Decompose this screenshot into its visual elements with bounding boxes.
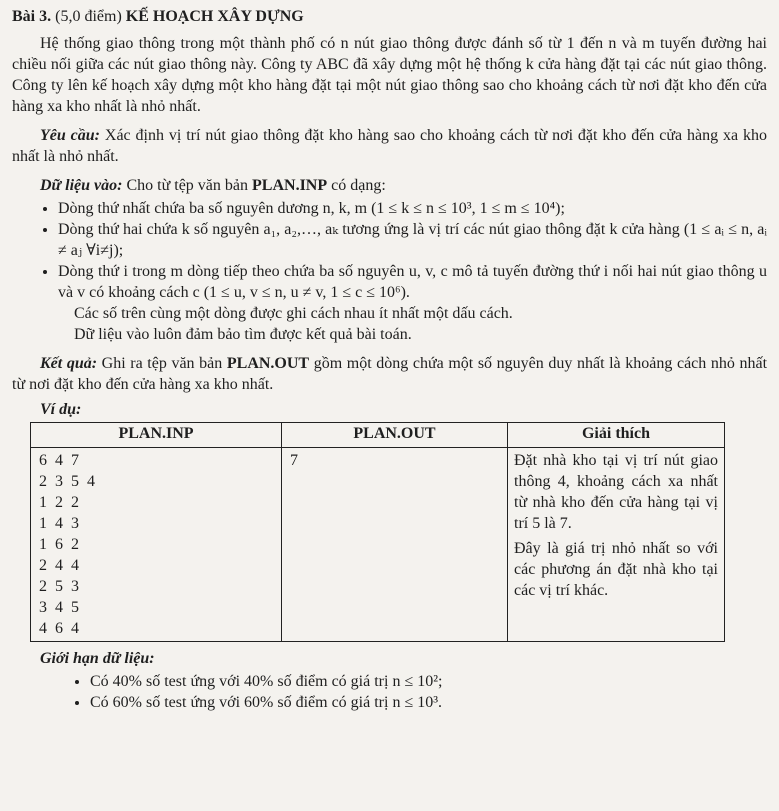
- input-line: 2 5 3: [39, 578, 81, 595]
- input-line: 1 6 2: [39, 536, 81, 553]
- limit-1: • Có 40% số test ứng với 40% số điểm có giá trị n ≤ 10²;: [90, 671, 767, 692]
- input-line: 1 2 2: [39, 494, 81, 511]
- input-line: 4 6 4: [39, 620, 81, 637]
- explanation-1: Đặt nhà kho tại vị trí nút giao thông 4, khoảng cách xa nhất từ nhà kho đến cửa hàng tại vị trí 5 là 7.: [514, 452, 718, 532]
- input-bullet-1: • Dòng thứ nhất chứa ba số nguyên dương n, k, m (1 ≤ k ≤ n ≤ 10³, 1 ≤ m ≤ 10⁴);: [58, 198, 767, 219]
- header-plan-inp: PLAN.INP: [31, 423, 282, 448]
- explanation-2: Đây là giá trị nhỏ nhất so với các phương án đặt nhà kho tại các vị trí khác.: [514, 540, 718, 599]
- output-post: gồm một dòng chứa một số nguyên duy nhất là khoảng cách nhỏ nhất từ nơi đặt kho đến cửa hàng xa kho nhất.: [12, 355, 768, 393]
- input-line: 2 3 5 4: [39, 473, 97, 490]
- output-pre: Ghi ra tệp văn bản: [101, 355, 223, 372]
- header-explanation: Giải thích: [508, 423, 725, 448]
- input-line: 1 4 3: [39, 515, 81, 532]
- input-note-1: Các số trên cùng một dòng được ghi cách nhau ít nhất một dấu cách.: [74, 305, 513, 322]
- output-line: 7: [290, 452, 298, 469]
- input-line: 3 4 5: [39, 599, 81, 616]
- problem-name: KẾ HOẠCH XÂY DỰNG: [125, 8, 304, 25]
- example-body-row: [31, 448, 725, 642]
- requirement-text: Xác định vị trí nút giao thông đặt kho hàng sao cho khoảng cách từ nơi đặt kho đến cửa hàng xa kho nhất là nhỏ nhất.: [12, 127, 767, 165]
- header-plan-out: PLAN.OUT: [282, 423, 508, 448]
- example-label: Ví dụ:: [40, 401, 82, 418]
- input-note-2: Dữ liệu vào luôn đảm bảo tìm được kết quả bài toán.: [74, 326, 412, 343]
- limits-label: Giới hạn dữ liệu:: [40, 650, 155, 667]
- problem-number: Bài 3.: [12, 8, 52, 25]
- input-pre: Cho từ tệp văn bản: [126, 177, 249, 194]
- input-line: 2 4 4: [39, 557, 81, 574]
- problem-points: (5,0 điểm): [55, 8, 122, 25]
- input-bullet-3: • Dòng thứ i trong m dòng tiếp theo chứa ba số nguyên u, v, c mô tả tuyến đường thứ i nối hai nút giao thông u và v có khoảng cách c (1 ≤ u, v ≤ n, u ≠ v, 1 ≤ c ≤ 10⁶).: [58, 261, 767, 303]
- example-explanation-cell: [508, 448, 725, 642]
- problem-title: [12, 6, 767, 27]
- input-file-name: PLAN.INP: [252, 177, 328, 194]
- input-heading: [12, 175, 767, 196]
- limit-2: • Có 60% số test ứng với 60% số điểm có giá trị n ≤ 10³.: [90, 692, 767, 713]
- example-input-cell: [31, 448, 282, 642]
- input-post: có dạng:: [331, 177, 386, 194]
- example-table: [30, 422, 725, 642]
- output-label: Kết quả:: [40, 355, 98, 372]
- output-paragraph: [12, 353, 767, 395]
- limits-bullets: [12, 671, 767, 713]
- example-header-row: [31, 423, 725, 448]
- example-heading: [12, 399, 767, 420]
- input-line: 6 4 7: [39, 452, 81, 469]
- input-bullets: [12, 198, 767, 303]
- requirement-label: Yêu cầu:: [40, 127, 100, 144]
- limits-heading: [12, 648, 767, 669]
- requirement-paragraph: [12, 125, 767, 167]
- example-output-cell: [282, 448, 508, 642]
- intro-paragraph: Hệ thống giao thông trong một thành phố có n nút giao thông được đánh số từ 1 đến n và m tuyến đường hai chiều nối giữa các nút giao thông này. Công ty ABC đã xây dựng một hệ thống k cửa hàng đặt tại các nút giao thông. Công ty lên kế hoạch xây dựng một kho hàng đặt tại một nút giao thông sao cho khoảng cách từ nơi đặt kho đến cửa hàng xa kho nhất là nhỏ nhất.: [12, 35, 767, 115]
- limits-section: [12, 648, 767, 713]
- output-file-name: PLAN.OUT: [226, 355, 310, 372]
- input-label: Dữ liệu vào:: [40, 177, 123, 194]
- input-bullet-2: • Dòng thứ hai chứa k số nguyên a₁, a₂,…, aₖ tương ứng là vị trí các nút giao thông đặt k cửa hàng (1 ≤ aᵢ ≤ n, aᵢ ≠ aⱼ ∀i≠j);: [58, 219, 767, 261]
